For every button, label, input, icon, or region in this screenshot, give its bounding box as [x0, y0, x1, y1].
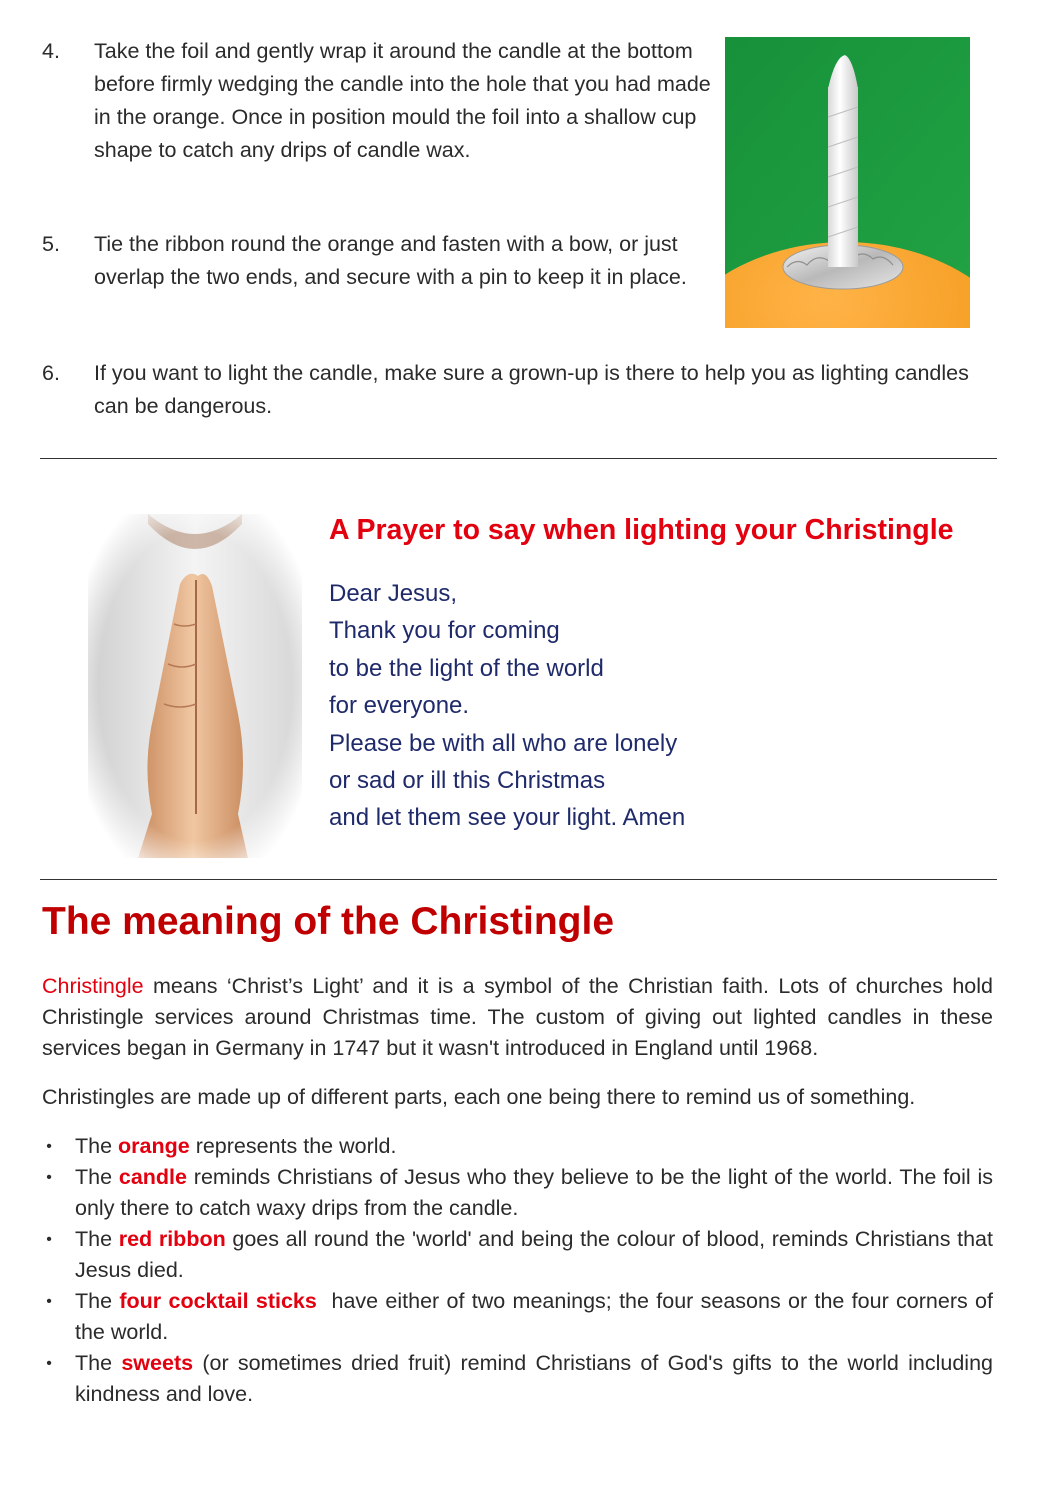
step-text: If you want to light the candle, make sure a grown-up is there to help you as lighting candles can be dangerous. — [94, 361, 969, 418]
praying-hands-photo — [88, 514, 302, 858]
intro-paragraph — [42, 971, 993, 1064]
item-prefix: The — [75, 1165, 119, 1189]
item-text: have either of two meanings; the four seasons or the four corners of the world. — [75, 1289, 999, 1344]
prayer-text — [329, 575, 685, 837]
list-item — [42, 1224, 993, 1286]
item-keyword: red ribbon — [118, 1227, 226, 1251]
list-item — [42, 1131, 993, 1162]
step-number: 6. — [42, 361, 60, 385]
item-keyword: candle — [118, 1165, 187, 1189]
list-item — [42, 1162, 993, 1224]
prayer-line: and let them see your light. Amen — [329, 804, 686, 832]
prayer-line: Thank you for coming — [329, 617, 560, 645]
item-prefix: The — [75, 1134, 119, 1158]
item-prefix: The — [75, 1289, 120, 1313]
prayer-line: Please be with all who are lonely — [329, 729, 678, 757]
bullet-icon: • — [46, 1293, 52, 1310]
step-text: Tie the ribbon round the orange and fasten with a bow, or just overlap the two ends, and secure with a pin to keep it in place. — [94, 232, 687, 289]
section-divider — [40, 879, 997, 880]
item-text: (or sometimes dried fruit) remind Christians of God's gifts to the world including kindness and love. — [75, 1351, 993, 1406]
meaning-list — [42, 1131, 999, 1410]
item-text: goes all round the 'world' and being the colour of blood, reminds Christians that Jesus died. — [75, 1227, 993, 1282]
keyword-christingle: Christingle — [42, 974, 144, 998]
prayer-line: to be the light of the world — [329, 654, 604, 682]
list-item — [42, 1348, 993, 1410]
item-keyword: orange — [118, 1134, 190, 1158]
step-number: 5. — [42, 232, 60, 256]
prayer-line: or sad or ill this Christmas — [329, 767, 606, 795]
item-keyword: four cocktail sticks — [119, 1289, 317, 1313]
bullet-icon: • — [46, 1138, 52, 1155]
bullet-icon: • — [46, 1169, 52, 1186]
bullet-icon: • — [46, 1231, 52, 1248]
item-prefix: The — [75, 1227, 119, 1251]
step-text: Take the foil and gently wrap it around the candle at the bottom before firmly wedging the candle into the hole that you had made in the orange. Once in position mould the foil into a shallow cup shape to catch any drips of candle wax. — [94, 39, 711, 162]
intro-text: means ‘Christ’s Light’ and it is a symbol of the Christian faith. Lots of churches hold Christingle services around Christmas time. The custom of giving out lighted candles in these services began in Germany in 1747 but it wasn't introduced in England until 1968. — [42, 974, 993, 1060]
list-item — [42, 1286, 999, 1348]
prayer-line: Dear Jesus, — [329, 580, 458, 607]
item-prefix: The — [75, 1351, 122, 1375]
parts-paragraph: Christingles are made up of different parts, each one being there to remind us of something. — [42, 1085, 916, 1109]
section-heading: The meaning of the Christingle — [42, 900, 615, 943]
item-text: reminds Christians of Jesus who they believe to be the light of the world. The foil is only there to catch waxy drips from the candle. — [75, 1165, 993, 1220]
candle-in-orange-photo — [725, 37, 970, 328]
item-keyword: sweets — [121, 1351, 194, 1375]
section-divider — [40, 458, 997, 459]
prayer-line: for everyone. — [329, 692, 470, 720]
item-text: represents the world. — [189, 1134, 397, 1158]
bullet-icon: • — [46, 1355, 52, 1372]
step-number: 4. — [42, 39, 60, 63]
prayer-title: A Prayer to say when lighting your Christingle — [329, 514, 954, 546]
